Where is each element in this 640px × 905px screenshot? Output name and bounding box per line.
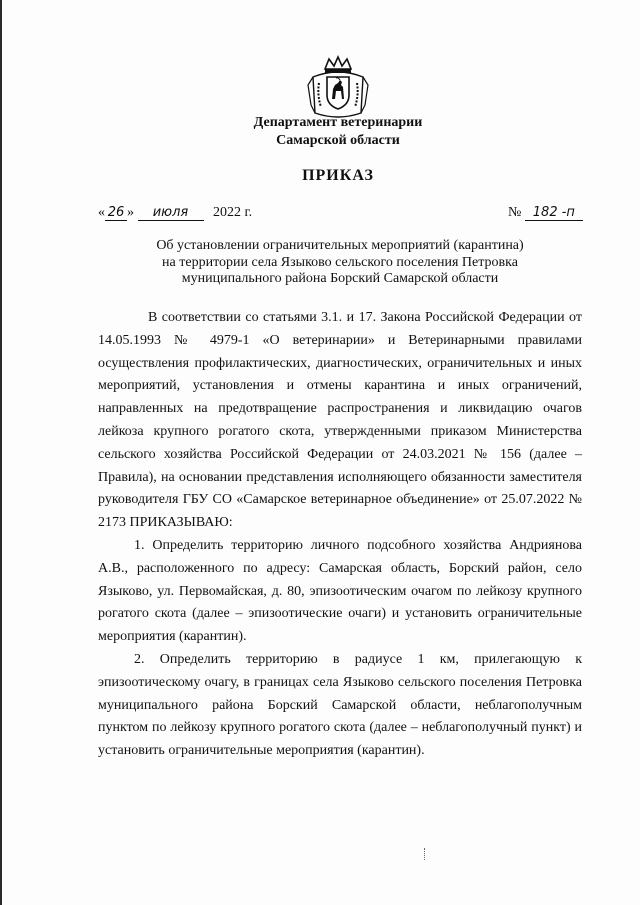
issuing-organization [200,114,476,150]
subject-line-1: Об установлении ограничительных мероприятий (карантина) [156,238,524,253]
number-value: 182 -п [525,205,583,221]
number-prefix: № [508,205,522,220]
date-year: 2022 г. [213,205,253,220]
scan-mark [424,848,427,860]
subject-line-2: на территории села Языково сельского поселения Петровка [162,254,518,270]
order-item-2: 2. Определить территорию в радиусе 1 км, прилегающую к эпизоотическому очагу, в границах села Языково сельского поселения Петровка муниципального района Борский Самарской области, неблагополучным пунктом по лейкозу крупного рогатого скота (далее – неблагополучный пункт) и установить ограничительные мероприятия (карантин). [98,651,582,759]
preamble-paragraph: В соответствии со статьями 3.1. и 17. Закона Российской Федерации от 14.05.1993 № 4979-1 «О ветеринарии» и Ветеринарными правилами осуществления профилактических, диагностических, ограничительных и иных мероприятий, установления и отмены карантина и иных ограничений, направленных на предотвращение распространения и ликвидацию очагов лейкоза крупного рогатого скота, утвержденными приказом Министерства сельского хозяйства Российской Федерации от 24.03.2021 № 156 (далее – Правила), на основании представления исполняющего обязанности заместителя руководителя ГБУ СО «Самарское ветеринарное объединение» от 25.07.2022 № 2173 ПРИКАЗЫВАЮ: [98,310,582,531]
order-number [508,205,583,221]
date-close-quote: » [127,205,134,220]
order-date [98,205,252,221]
scan-edge [0,0,2,905]
coat-of-arms-samara-icon [305,55,371,121]
date-day: 26 [105,205,127,221]
document-title: ПРИКАЗ [302,167,374,184]
order-item-1: 1. Определить территорию личного подсобного хозяйства Андриянова А.В., расположенного по адресу: Самарская область, Борский район, село Языково, ул. Первомайская, д. 80, эпизоотическим очагом по лейкозу крупного рогатого скота (далее – эпизоотические очаги) и установить ограничительные мероприятия (карантин). [98,537,582,645]
subject-line-3: муниципального района Борский Самарской области [181,271,499,286]
date-month: июля [138,205,204,221]
order-body [98,307,582,763]
date-open-quote: « [98,205,105,220]
org-line-2: Самарской области [276,133,400,148]
org-line-1: Департамент ветеринарии [253,115,423,130]
order-subject [130,238,550,288]
